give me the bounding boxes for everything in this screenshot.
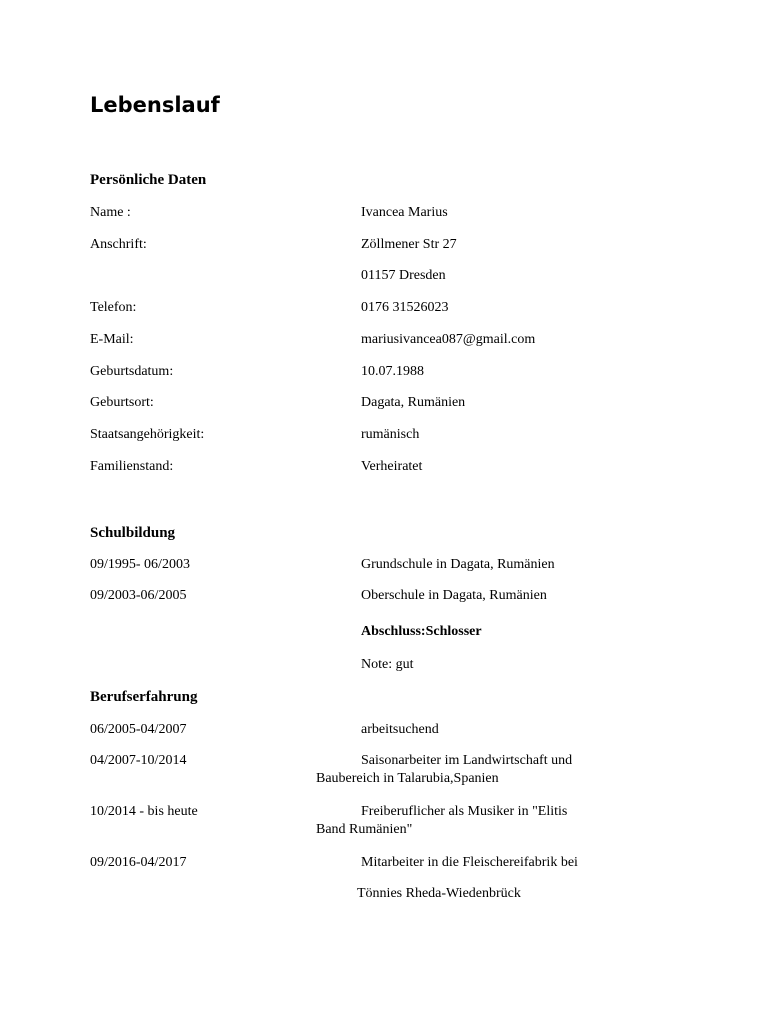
marital-status-value: Verheiratet xyxy=(361,459,423,474)
section-heading-work: Berufserfahrung xyxy=(90,689,198,705)
birthdate-label: Geburtsdatum: xyxy=(90,364,174,379)
work-description: Saisonarbeiter im Landwirtschaft und Baubereich in Talarubia,Spanien xyxy=(316,753,573,786)
address-label: Anschrift: xyxy=(90,237,147,252)
work-description: Freiberuflicher als Musiker in "Elitis Band Rumänien" xyxy=(316,804,568,837)
name-value: Ivancea Marius xyxy=(361,205,448,220)
address-street: Zöllmener Str 27 xyxy=(361,237,457,252)
school-degree: Abschluss:Schlosser xyxy=(361,624,482,639)
email-value: mariusivancea087@gmail.com xyxy=(361,332,536,347)
work-period: 09/2016-04/2017 xyxy=(90,855,187,870)
section-heading-school: Schulbildung xyxy=(90,525,176,541)
birthplace-label: Geburtsort: xyxy=(90,395,154,410)
birthplace-value: Dagata, Rumänien xyxy=(361,395,466,410)
marital-status-label: Familienstand: xyxy=(90,459,174,474)
school-period: 09/2003-06/2005 xyxy=(90,588,187,603)
work-period: 10/2014 - bis heute xyxy=(90,804,198,819)
school-grade: Note: gut xyxy=(361,657,414,672)
work-description: Mitarbeiter in die Fleischereifabrik bei xyxy=(361,855,578,870)
section-heading-personal: Persönliche Daten xyxy=(90,172,207,188)
address-city: 01157 Dresden xyxy=(361,268,446,283)
email-label: E-Mail: xyxy=(90,332,134,347)
nationality-value: rumänisch xyxy=(361,427,420,442)
work-period: 06/2005-04/2007 xyxy=(90,722,187,737)
work-description-continued: Tönnies Rheda-Wiedenbrück xyxy=(357,886,521,901)
birthdate-value: 10.07.1988 xyxy=(361,364,424,379)
school-period: 09/1995- 06/2003 xyxy=(90,557,190,572)
nationality-label: Staatsangehörigkeit: xyxy=(90,427,205,442)
school-description: Grundschule in Dagata, Rumänien xyxy=(361,557,555,572)
phone-label: Telefon: xyxy=(90,300,137,315)
page-title: Lebenslauf xyxy=(90,93,220,117)
name-label: Name : xyxy=(90,205,131,220)
phone-value: 0176 31526023 xyxy=(361,300,449,315)
school-description: Oberschule in Dagata, Rumänien xyxy=(361,588,547,603)
work-description: arbeitsuchend xyxy=(361,722,439,737)
work-period: 04/2007-10/2014 xyxy=(90,753,187,768)
